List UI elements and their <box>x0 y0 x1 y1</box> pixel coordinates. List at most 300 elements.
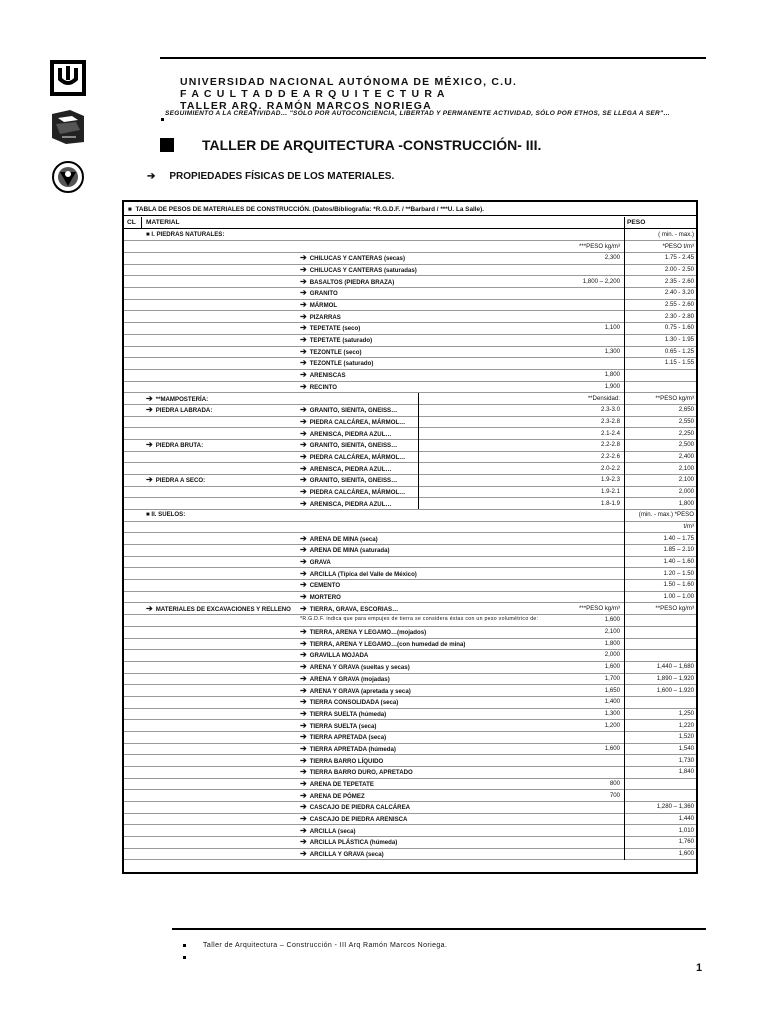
material-name-text: MORTERO <box>309 594 341 602</box>
footer-bullet <box>183 956 186 959</box>
peso-b-value: 1.00 – 1.00 <box>663 593 694 601</box>
peso-b-value: 1,440 – 1,680 <box>656 663 694 671</box>
arrow-icon: ➔ <box>300 720 307 730</box>
group-label <box>146 439 203 451</box>
peso-b-value: 1,840 <box>678 768 694 776</box>
material-name <box>300 743 396 755</box>
material-name-text: ARENA DE MINA (seca) <box>309 535 378 543</box>
peso-b-value: 2,100 <box>678 476 694 484</box>
table-row <box>124 603 696 615</box>
faculty-name: F A C U L T A D D E A R Q U I T E C T U R A <box>180 88 446 100</box>
arrow-icon: ➔ <box>300 428 307 438</box>
material-name <box>300 708 386 720</box>
table-row <box>124 498 696 510</box>
arrow-icon: ➔ <box>300 253 307 263</box>
material-name-text: TIERRA, ARENA Y LEGAMO…(con humedad de mina) <box>309 640 466 648</box>
peso-b-value: 1,540 <box>678 744 694 752</box>
material-name-text: TIERRA APRETADA (seca) <box>309 734 387 742</box>
col-cl: CL <box>127 219 136 226</box>
table-row <box>124 264 696 276</box>
material-name <box>300 264 417 276</box>
material-name <box>300 825 356 837</box>
motto: SEGUIMIENTO A LA CREATIVIDAD… "SÓLO POR AUTOCONCIENCIA, LIBERTAD Y PERMANENTE ACTIVIDAD, SÓLO POR ETHOS, SE LLEGA A SER"… <box>165 110 671 117</box>
table-row <box>124 790 696 802</box>
peso-a-value: ***PESO kg/m³ <box>579 604 620 612</box>
material-name-text: GRANITO, SIENITA, GNEISS… <box>309 442 398 450</box>
table-row <box>124 486 696 498</box>
table-row <box>124 276 696 288</box>
motto-bullet <box>161 118 164 121</box>
material-name-text: ARENA DE MINA (saturada) <box>309 547 390 555</box>
arrow-icon: ➔ <box>300 837 307 847</box>
peso-b-value: 2,400 <box>678 452 694 460</box>
peso-b-value: 1,010 <box>678 826 694 834</box>
material-name <box>300 661 410 673</box>
arrow-icon: ➔ <box>300 475 307 485</box>
table-row <box>124 755 696 767</box>
table-caption <box>124 203 696 216</box>
material-name-text: ARENISCA, PIEDRA AZUL… <box>309 430 392 438</box>
arrow-icon: ➔ <box>300 358 307 368</box>
page-title <box>160 137 541 153</box>
peso-b-value: 1.85 – 2.10 <box>663 546 694 554</box>
faculty-logo-icon <box>50 60 86 96</box>
arrow-icon: ➔ <box>300 440 307 450</box>
arrow-icon: ➔ <box>300 463 307 473</box>
group-label <box>146 404 212 416</box>
table-row <box>124 428 696 440</box>
col-divider <box>624 217 625 228</box>
material-name-text: CHILUCAS Y CANTERAS (saturadas) <box>309 267 417 275</box>
table-row <box>124 322 696 334</box>
workshop-name: TALLER ARQ. RAMÓN MARCOS NORIEGA <box>180 100 432 112</box>
group-label-text: PIEDRA BRUTA: <box>155 442 204 450</box>
material-name <box>300 836 397 848</box>
material-name <box>300 766 413 778</box>
material-name <box>300 848 384 860</box>
arrow-icon: ➔ <box>300 265 307 275</box>
material-name-text: *R.G.D.F. indica que para empujes de tierra se considera éstas con un peso volumétrico de: <box>300 616 539 623</box>
peso-a-value: 2.3-3.0 <box>601 406 620 414</box>
arrow-icon: ➔ <box>300 673 307 683</box>
peso-a-value: 1,100 <box>604 324 620 332</box>
arrow-icon: ➔ <box>146 475 153 485</box>
material-name <box>300 428 392 440</box>
peso-b-value: 2,250 <box>678 429 694 437</box>
table-row <box>124 369 696 381</box>
material-name <box>300 451 405 463</box>
material-name <box>300 357 373 369</box>
peso-b-value: 2,000 <box>678 487 694 495</box>
table-row <box>124 801 696 813</box>
material-name <box>300 626 426 638</box>
table-row <box>124 404 696 416</box>
material-name <box>300 755 383 767</box>
table-row <box>124 591 696 603</box>
table-row <box>124 439 696 451</box>
material-name-text: GRAVILLA MOJADA <box>309 652 369 660</box>
page-title-text: TALLER DE ARQUITECTURA -CONSTRUCCIÓN- III. <box>202 137 542 153</box>
material-name <box>300 790 365 802</box>
table-row <box>124 743 696 755</box>
material-name-text: TIERRA SUELTA (húmeda) <box>309 710 387 718</box>
peso-a-value: **Densidad: <box>587 394 620 402</box>
arrow-icon: ➔ <box>146 440 153 450</box>
arrow-icon: ➔ <box>300 732 307 742</box>
col-divider <box>418 393 419 510</box>
peso-b-value: **PESO kg/m³ <box>655 394 694 402</box>
folder-logo-icon <box>50 108 86 146</box>
arrow-icon: ➔ <box>300 743 307 753</box>
material-name <box>300 778 374 790</box>
arrow-icon: ➔ <box>300 814 307 823</box>
material-name-text: ARENISCA, PIEDRA AZUL… <box>309 465 392 473</box>
material-name-text: ARENA Y GRAVA (sueltas y secas) <box>309 664 410 672</box>
peso-b-value: t/m³ <box>683 523 694 530</box>
footer-bullet <box>183 944 186 947</box>
peso-a-value: 2.3-2.8 <box>601 417 620 425</box>
material-name-text: MÁRMOL <box>309 302 338 310</box>
peso-b-value: 1,220 <box>678 721 694 729</box>
arrow-icon: ➔ <box>300 545 307 555</box>
material-name <box>300 579 340 591</box>
arrow-icon: ➔ <box>300 592 307 602</box>
table-row <box>124 638 696 650</box>
arrow-icon: ➔ <box>146 603 153 613</box>
material-name <box>300 673 390 685</box>
section-heading <box>146 229 224 240</box>
peso-range-value: (min. - max.) *PESO <box>638 511 694 519</box>
table-row <box>124 661 696 673</box>
peso-b-value: 2,500 <box>678 441 694 449</box>
table-row <box>124 474 696 486</box>
table-row <box>124 252 696 264</box>
material-name-text: ARENA Y GRAVA (mojadas) <box>309 675 390 683</box>
table-row <box>124 673 696 685</box>
arrow-icon: ➔ <box>300 498 307 508</box>
col-material: MATERIAL <box>146 219 180 226</box>
arrow-icon: ➔ <box>300 662 307 672</box>
material-name <box>300 498 392 510</box>
material-name <box>300 474 397 486</box>
material-name <box>300 311 341 323</box>
material-name-text: CEMENTO <box>309 582 341 590</box>
arrow-icon: ➔ <box>300 311 307 321</box>
arrow-icon: ➔ <box>300 557 307 567</box>
peso-a-value: 700 <box>609 791 620 799</box>
peso-b-value: 0.75 - 1.60 <box>664 324 694 332</box>
arrow-icon: ➔ <box>300 627 307 637</box>
material-name-text: TIERRA CONSOLIDADA (seca) <box>309 699 399 707</box>
material-name <box>300 591 341 603</box>
material-name <box>300 276 394 288</box>
arrow-icon: ➔ <box>300 486 307 496</box>
table-row <box>124 311 696 323</box>
material-name-text: TIERRA, GRAVA, ESCORIAS… <box>309 605 399 613</box>
col-peso: PESO <box>627 219 646 226</box>
table-row <box>124 614 696 626</box>
material-name <box>300 731 386 743</box>
material-name-text: TIERRA BARRO DURO, APRETADO <box>309 769 413 777</box>
peso-b-value: 0.65 - 1.25 <box>664 347 694 355</box>
table-row <box>124 556 696 568</box>
arrow-icon: ➔ <box>300 802 307 812</box>
material-name <box>300 603 398 615</box>
footer-rule <box>172 928 706 930</box>
material-name <box>300 439 397 451</box>
peso-a-value: 1,900 <box>604 382 620 390</box>
material-name <box>300 463 392 475</box>
table-caption-text: TABLA DE PESOS DE MATERIALES DE CONSTRUCCIÓN. (Datos/Bibliografía: *R.G.D.F. / **Barbard / ***U. La Salle). <box>135 206 485 213</box>
arrow-icon: ➔ <box>300 755 307 765</box>
material-name-text: CHILUCAS Y CANTERAS (secas) <box>309 255 405 263</box>
material-name-text: ARCILLA PLÁSTICA (húmeda) <box>309 839 398 847</box>
arrow-icon: ➔ <box>300 533 307 543</box>
arrow-icon: ➔ <box>146 405 153 415</box>
table-row <box>124 334 696 346</box>
peso-b-value: 2.35 - 2.60 <box>664 277 694 285</box>
table-row <box>124 708 696 720</box>
peso-b-value: 1,760 <box>678 838 694 846</box>
arrow-icon: ➔ <box>300 323 307 333</box>
material-name-text: ARENA Y GRAVA (apretada y seca) <box>309 687 411 695</box>
material-name <box>300 381 337 393</box>
peso-b-value: 1.40 – 1.75 <box>663 534 694 542</box>
material-name-text: TIERRA BARRO LÍQUIDO <box>309 757 384 765</box>
table-row <box>124 766 696 778</box>
col-divider <box>141 217 142 228</box>
table-row <box>124 287 696 299</box>
material-name <box>300 287 338 299</box>
material-name <box>300 568 417 580</box>
table-row <box>124 521 696 533</box>
peso-a-value: 2,000 <box>604 651 620 659</box>
subtitle-text: PROPIEDADES FÍSICAS DE LOS MATERIALES. <box>169 171 395 182</box>
table-row <box>124 241 696 253</box>
table-row <box>124 649 696 661</box>
material-name <box>300 404 397 416</box>
table-row <box>124 463 696 475</box>
peso-b-value: 1,600 – 1,920 <box>656 686 694 694</box>
section-heading-text: II. SUELOS: <box>151 511 186 519</box>
arrow-icon: ➔ <box>300 381 307 391</box>
table-row <box>124 685 696 697</box>
peso-b-value: *PESO t/m³ <box>662 242 694 250</box>
arrow-icon: ➔ <box>300 697 307 707</box>
peso-a-value: 1,800 <box>604 371 620 379</box>
table-row <box>124 509 696 521</box>
peso-b-value: 1.30 - 1.95 <box>664 336 694 344</box>
footer-text: Taller de Arquitectura – Construcción - III Arq Ramón Marcos Noriega. <box>203 942 448 949</box>
arrow-icon: ➔ <box>147 171 156 182</box>
material-name-text: ARCILLA (seca) <box>309 827 356 835</box>
arrow-icon: ➔ <box>300 580 307 590</box>
table-row <box>124 533 696 545</box>
material-name <box>300 416 405 428</box>
material-name <box>300 638 465 650</box>
material-name <box>300 486 405 498</box>
group-label-text: MATERIALES DE EXCAVACIONES Y RELLENO <box>155 605 291 613</box>
material-name <box>300 614 538 625</box>
material-name-text: PIEDRA CALCÁREA, MÁRMOL… <box>309 488 406 496</box>
material-name-text: PIEDRA CALCÁREA, MÁRMOL… <box>309 453 406 461</box>
table-row <box>124 778 696 790</box>
material-name <box>300 533 378 545</box>
material-name <box>300 685 411 697</box>
peso-a-value: 1,650 <box>604 686 620 694</box>
peso-a-value: 1,300 <box>604 709 620 717</box>
arrow-icon: ➔ <box>300 416 307 426</box>
peso-b-value: 1,280 – 1,360 <box>656 803 694 811</box>
material-name-text: PIEDRA CALCÁREA, MÁRMOL… <box>309 418 406 426</box>
material-name <box>300 346 362 358</box>
material-name-text: ARCILLA (Típica del Valle de México) <box>309 570 417 578</box>
table-row <box>124 813 696 825</box>
table-row <box>124 299 696 311</box>
material-name-text: PIZARRAS <box>309 313 341 321</box>
table-row <box>124 731 696 743</box>
material-name-text: TEPETATE (seco) <box>309 325 361 333</box>
material-name <box>300 801 410 813</box>
material-name <box>300 369 346 381</box>
arrow-icon: ➔ <box>300 849 307 859</box>
material-name <box>300 649 368 661</box>
material-name-text: GRAVA <box>309 559 331 567</box>
peso-a-value: ***PESO kg/m³ <box>579 242 620 250</box>
page-number: 1 <box>696 962 703 974</box>
section-square-icon: ■ <box>146 231 152 238</box>
arrow-icon: ➔ <box>300 276 307 286</box>
peso-b-value: 2.00 - 2.50 <box>664 266 694 274</box>
table-row <box>124 357 696 369</box>
group-label <box>146 474 205 486</box>
peso-b-value: 2.55 - 2.60 <box>664 301 694 309</box>
arrow-icon: ➔ <box>300 650 307 660</box>
material-name <box>300 720 376 732</box>
material-name-text: ARENA DE TEPETATE <box>309 780 374 788</box>
group-label-text: **MAMPOSTERÍA: <box>155 395 209 403</box>
peso-a-value: 1.9-2.1 <box>601 487 620 495</box>
arrow-icon: ➔ <box>300 790 307 800</box>
material-name <box>300 696 398 708</box>
table-row <box>124 393 696 405</box>
material-name-text: BASALTOS (PIEDRA BRAZA) <box>309 278 395 286</box>
peso-range-value: ( min. - max.) <box>658 231 694 238</box>
material-name-text: RECINTO <box>309 383 338 391</box>
arrow-icon: ➔ <box>300 825 307 835</box>
peso-a-value: 2.2-2.8 <box>601 441 620 449</box>
material-name-text: ARENA DE PÓMEZ <box>309 792 365 800</box>
arrow-icon: ➔ <box>300 568 307 578</box>
arrow-icon: ➔ <box>300 708 307 718</box>
peso-b-value: 1,800 <box>678 499 694 507</box>
university-name: UNIVERSIDAD NACIONAL AUTÓNOMA DE MÉXICO, C.U. <box>180 76 518 88</box>
peso-a-value: 1,600 <box>604 744 620 752</box>
material-name-text: TIERRA, ARENA Y LEGAMO…(mojados) <box>309 629 427 637</box>
title-square-icon <box>160 138 174 152</box>
table-row <box>124 848 696 860</box>
peso-b-value: 1.40 – 1.60 <box>663 558 694 566</box>
material-name-text: GRANITO, SIENITA, GNEISS… <box>309 477 398 485</box>
material-name <box>300 252 405 264</box>
peso-b-value: 1.50 – 1.60 <box>663 581 694 589</box>
peso-a-value: 1,200 <box>604 721 620 729</box>
arrow-icon: ➔ <box>300 300 307 310</box>
peso-a-value: 1,300 <box>604 347 620 355</box>
arrow-icon: ➔ <box>300 346 307 356</box>
material-name-text: CASCAJO DE PIEDRA CALCÁREA <box>309 804 411 812</box>
arrow-icon: ➔ <box>300 405 307 415</box>
table-row <box>124 696 696 708</box>
arrow-icon: ➔ <box>300 638 307 648</box>
peso-a-value: 1,600 <box>604 663 620 671</box>
material-name <box>300 556 331 568</box>
peso-b-value: 2,100 <box>678 464 694 472</box>
peso-b-value: 1.15 - 1.55 <box>664 359 694 367</box>
group-label-text: PIEDRA A SECO: <box>155 477 206 485</box>
table-row <box>124 836 696 848</box>
arrow-icon: ➔ <box>300 778 307 788</box>
peso-b-value: 1,520 <box>678 733 694 741</box>
material-name-text: TEZONTLE (saturado) <box>309 360 374 368</box>
material-name-text: TEZONTLE (seco) <box>309 348 362 356</box>
peso-b-value: 2.40 - 3.20 <box>664 289 694 297</box>
material-name-text: ARENISCAS <box>309 372 346 380</box>
peso-b-value: **PESO kg/m³ <box>655 604 694 612</box>
peso-b-value: 1.20 – 1.50 <box>663 569 694 577</box>
peso-a-value: 1,600 <box>604 616 620 624</box>
table-row <box>124 451 696 463</box>
table-row <box>124 626 696 638</box>
group-label-text: PIEDRA LABRADA: <box>155 407 213 415</box>
peso-a-value: 1.9-2.3 <box>601 476 620 484</box>
section-heading-text: I. PIEDRAS NATURALES: <box>151 231 225 238</box>
table-row <box>124 568 696 580</box>
peso-a-value: 2,100 <box>604 628 620 636</box>
header-rule <box>160 57 706 59</box>
peso-a-value: 1.8-1.9 <box>601 499 620 507</box>
caption-square-icon: ■ <box>128 206 132 213</box>
peso-b-value: 1,600 <box>678 850 694 858</box>
group-label <box>146 393 208 405</box>
table-row <box>124 825 696 837</box>
material-name-text: ARENISCA, PIEDRA AZUL… <box>309 500 392 508</box>
arrow-icon: ➔ <box>300 370 307 380</box>
material-name-text: CASCAJO DE PIEDRA ARENISCA <box>309 816 408 823</box>
peso-b-value: 1,250 <box>678 709 694 717</box>
peso-a-value: 800 <box>609 779 620 787</box>
material-name <box>300 299 337 311</box>
section-square-icon: ■ <box>146 511 152 519</box>
material-name-text: TEPETATE (saturado) <box>309 337 373 345</box>
peso-b-value: 1,730 <box>678 756 694 764</box>
material-name-text: ARCILLA Y GRAVA (seca) <box>309 851 384 859</box>
material-name <box>300 334 372 346</box>
peso-a-value: 2.1-2.4 <box>601 429 620 437</box>
material-name-text: TIERRA SUELTA (seca) <box>309 722 377 730</box>
arrow-icon: ➔ <box>300 603 307 613</box>
peso-a-value: 1,800 – 2,200 <box>582 277 620 285</box>
table-row <box>124 381 696 393</box>
arrow-icon: ➔ <box>300 767 307 777</box>
arrow-icon: ➔ <box>300 685 307 695</box>
peso-b-value: 2,650 <box>678 406 694 414</box>
table-row <box>124 229 696 241</box>
table-row <box>124 579 696 591</box>
table-column-header <box>124 217 696 229</box>
peso-a-value: 1,800 <box>604 639 620 647</box>
peso-b-value: 2.30 - 2.80 <box>664 312 694 320</box>
